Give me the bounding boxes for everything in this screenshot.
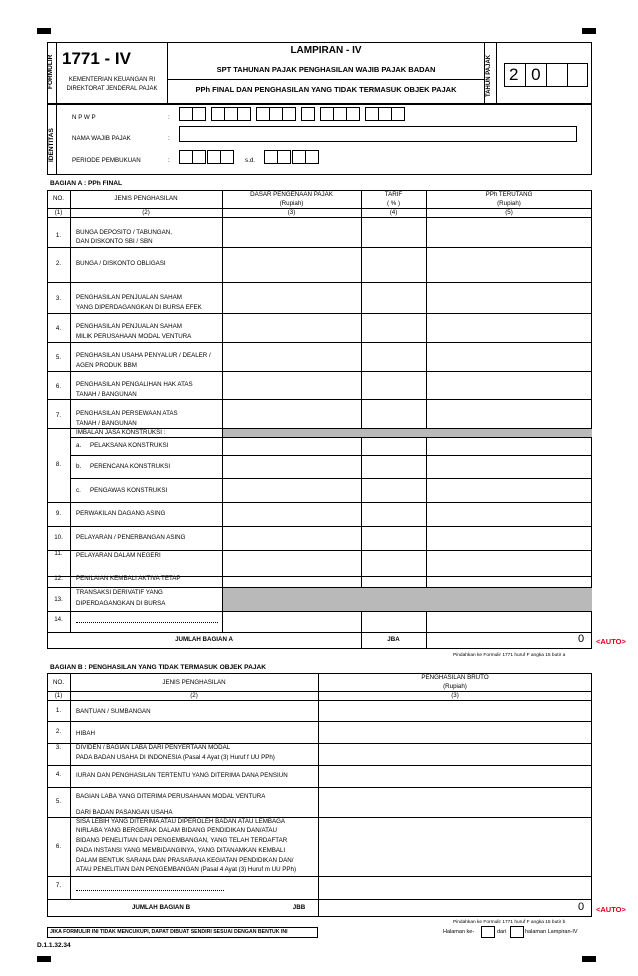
halaman-label: Halaman ke- [443, 929, 475, 935]
row14-blank-line[interactable] [76, 622, 218, 623]
sd-label: s.d. [245, 157, 255, 164]
char-box[interactable] [192, 107, 206, 121]
footer-notice: JIKA FORMULIR INI TIDAK MENCUKUPI, DAPAT DIBUAT SENDIRI SESUAI DENGAN BENTUK INI [50, 929, 288, 935]
npwp-label: N P W P [72, 114, 96, 121]
lampiran-title: LAMPIRAN - IV [290, 45, 362, 56]
col-bruto-header: PENGHASILAN BRUTO [421, 674, 489, 681]
registration-mark-bottom-left [37, 956, 51, 962]
jbb-label: JBB [292, 904, 306, 911]
tahun-prefix: 2 0 [509, 65, 545, 84]
char-box[interactable] [179, 150, 193, 164]
jumlah-bagian-b-value: 0 [578, 901, 585, 913]
directorate-name: DIREKTORAT JENDERAL PAJAK [66, 86, 158, 92]
char-box[interactable] [301, 107, 315, 121]
jumlah-bagian-a-value: 0 [578, 633, 585, 645]
dari-label: dari [497, 929, 507, 935]
col-dasar-header: DASAR PENGENAAN PAJAK [250, 191, 333, 198]
char-box[interactable] [211, 107, 225, 121]
identitas-side-label: IDENTITAS [48, 128, 55, 162]
bagian-a-title: BAGIAN A : PPh FINAL [50, 180, 123, 187]
periode-pembukuan-label: PERIODE PEMBUKUAN [72, 157, 141, 164]
char-box[interactable] [224, 107, 238, 121]
halaman-total-input[interactable] [510, 926, 524, 938]
registration-mark-top-right [582, 28, 596, 34]
registration-mark-top-left [37, 28, 51, 34]
char-box[interactable] [237, 107, 251, 121]
col-jenis-header: JENIS PENGHASILAN [162, 679, 226, 686]
col-tarif-header: TARIF [384, 191, 403, 198]
bagian-a-note: Pindahkan ke Formulir 1771 huruf F angka 15 butir a [453, 653, 566, 658]
char-box[interactable] [207, 150, 221, 164]
shaded-cell [223, 588, 592, 611]
row7-blank-line[interactable] [76, 890, 224, 891]
registration-mark-bottom-right [582, 956, 596, 962]
char-box[interactable] [365, 107, 379, 121]
tahun-pajak-label: TAHUN PAJAK [486, 54, 492, 97]
nama-wajib-pajak-label: NAMA WAJIB PAJAK [72, 135, 131, 142]
spt-title: SPT TAHUNAN PAJAK PENGHASILAN WAJIB PAJAK BADAN [216, 65, 436, 74]
ministry-name: KEMENTERIAN KEUANGAN RI [68, 77, 156, 83]
bagian-b-note: Pindahkan ke Formulir 1771 huruf F angka 15 butir b [453, 920, 566, 925]
auto-tag: <AUTO> [596, 905, 626, 914]
shaded-cell [223, 429, 592, 437]
nama-wajib-pajak-input[interactable] [179, 126, 577, 142]
form-code: 1771 - IV [62, 49, 131, 68]
jumlah-bagian-b-label: JUMLAH BAGIAN B [131, 904, 191, 911]
char-box[interactable] [277, 150, 291, 164]
char-box[interactable] [305, 150, 319, 164]
char-box[interactable] [320, 107, 334, 121]
halaman-ke-input[interactable] [481, 926, 495, 938]
char-box[interactable] [346, 107, 360, 121]
char-box[interactable] [378, 107, 392, 121]
col-jenis-header: JENIS PENGHASILAN [114, 195, 178, 202]
col-no-header: NO. [52, 195, 64, 202]
char-box[interactable] [220, 150, 234, 164]
footer-form-code: D.1.1.32.34 [37, 942, 71, 949]
bagian-b-title: BAGIAN B : PENGHASILAN YANG TIDAK TERMASUK OBJEK PAJAK [50, 664, 267, 671]
col-no-header: NO. [52, 679, 64, 686]
char-box[interactable] [192, 150, 206, 164]
char-box[interactable] [292, 150, 306, 164]
auto-tag: <AUTO> [596, 637, 626, 646]
char-box[interactable] [264, 150, 278, 164]
char-box[interactable] [256, 107, 270, 121]
char-box[interactable] [282, 107, 296, 121]
char-box[interactable] [269, 107, 283, 121]
formulir-side-label: FORMULIR [47, 54, 54, 89]
col-pph-header: PPh TERUTANG [485, 191, 533, 198]
pph-final-title: PPh FINAL DAN PENGHASILAN YANG TIDAK TERMASUK OBJEK PAJAK [195, 85, 457, 94]
char-box[interactable] [333, 107, 347, 121]
jba-label: JBA [387, 636, 400, 643]
char-box[interactable] [391, 107, 405, 121]
char-box[interactable] [179, 107, 193, 121]
halaman-lampiran-label: halaman Lampiran-IV [525, 929, 578, 935]
jumlah-bagian-a-label: JUMLAH BAGIAN A [175, 636, 233, 643]
